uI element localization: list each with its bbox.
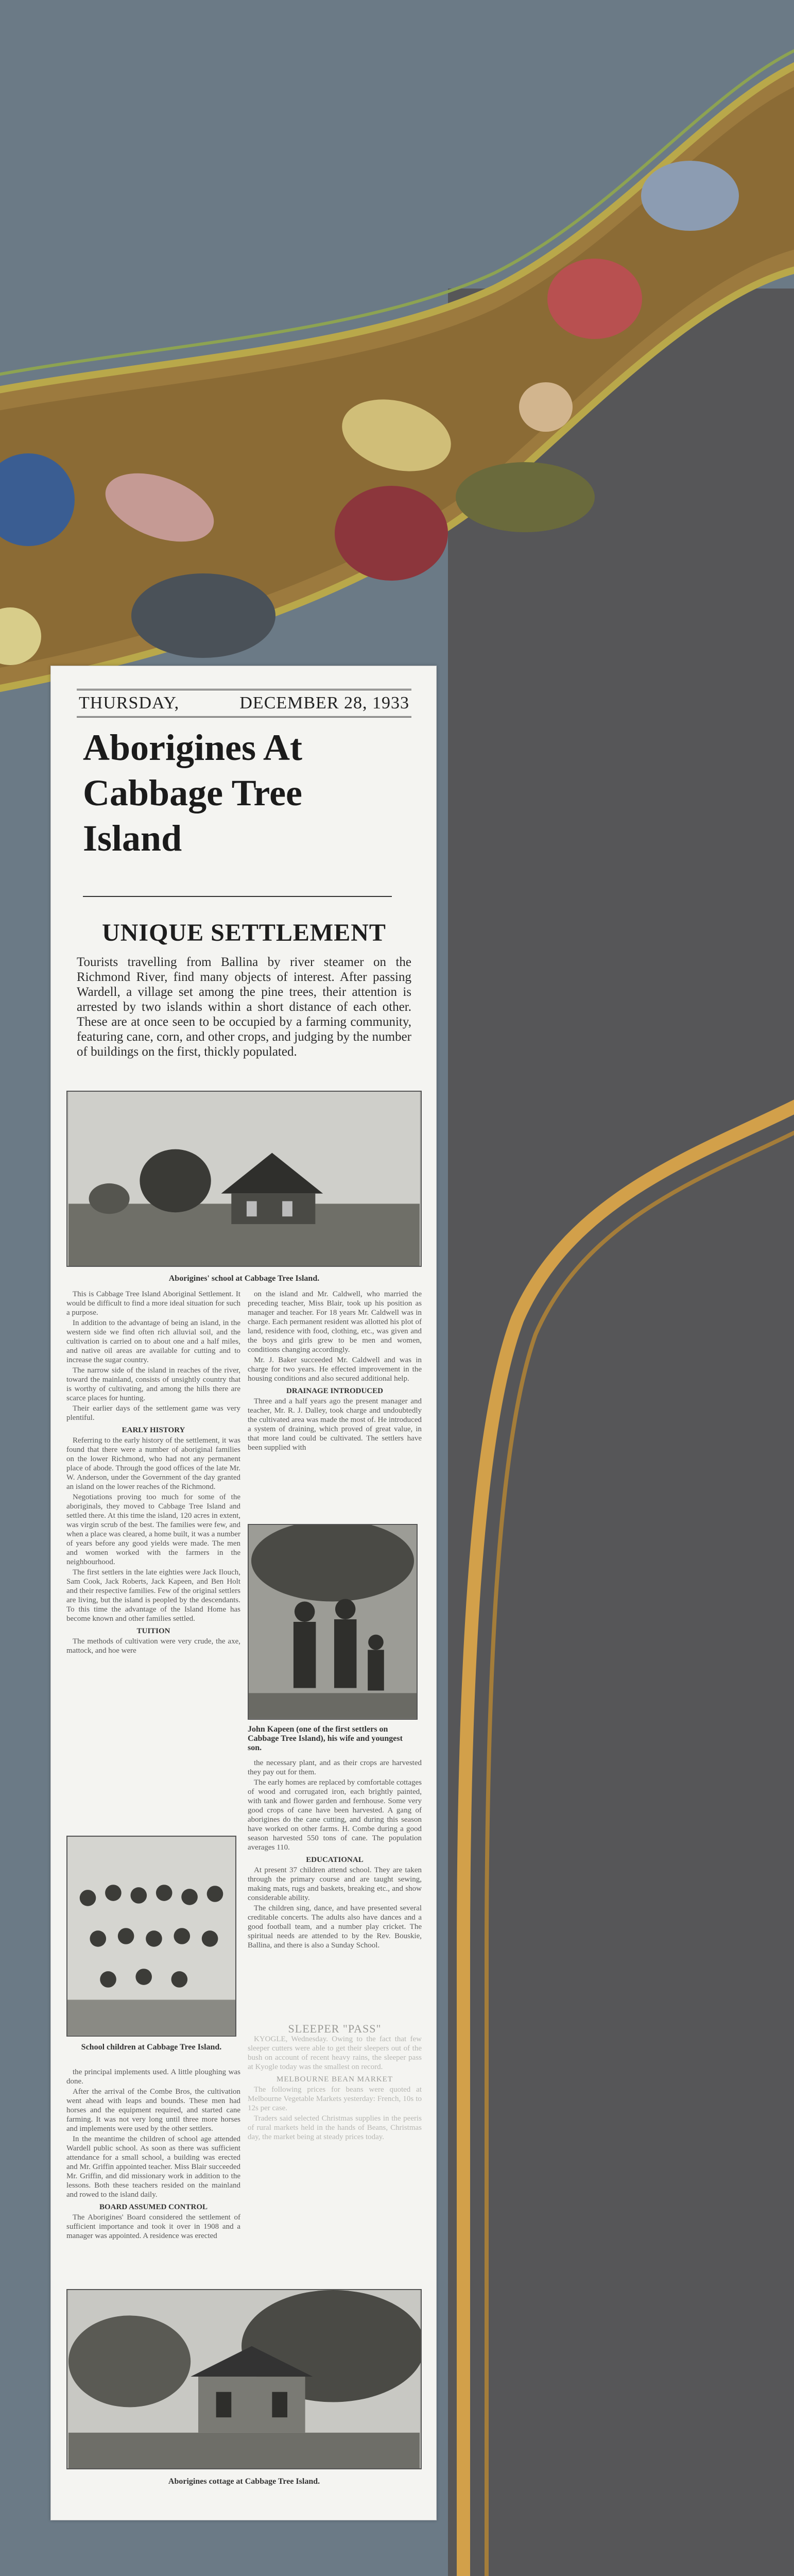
paragraph: Referring to the early history of the settlement, it was found that there were a number of aboriginal families on the lower Richmond, who had not any permanent place of abode. Through the good offices of the late Mr. W. Anderson, under the Government of the day granted an island on the lower reaches of the Richmond. bbox=[66, 1436, 240, 1491]
headline: Aborigines At Cabbage Tree Island bbox=[83, 727, 303, 859]
kapeen-family-photo bbox=[248, 1524, 418, 1720]
paragraph: Their earlier days of the settlement game was very plentiful. bbox=[66, 1404, 240, 1422]
section-heading: MELBOURNE BEAN MARKET bbox=[277, 2075, 393, 2083]
intro-paragraph: Tourists travelling from Ballina by river steamer on the Richmond River, find many objects of interest. After passing Wardell, a village set among the pine trees, their attention is arrested by two islands within a short distance of each other. These are at once seen to be occupied by a farming community, featuring cane, corn, and other crops, and judging by the number of buildings on the first, thickly populated. bbox=[77, 955, 411, 1059]
paragraph: After the arrival of the Combe Bros, the cultivation went ahead with leaps and bounds. These men had horses and the equipment required, and started cane farming. It was not very long until three more horses and implements were used by the other settlers. bbox=[66, 2088, 240, 2133]
right-column-continued bbox=[248, 1758, 422, 1951]
section-heading: EDUCATIONAL bbox=[306, 1856, 364, 1864]
date: DECEMBER 28, 1933 bbox=[239, 693, 409, 713]
caption-kapeen: John Kapeen (one of the first settlers on Cabbage Tree Island), his wife and youngest son. bbox=[248, 1725, 403, 1752]
paragraph: The methods of cultivation were very crude, the axe, mattock, and hoe were bbox=[66, 1637, 240, 1655]
paragraph: In the meantime the children of school age attended Wardell public school. As soon as there was sufficient attendance for a small school, a building was erected and Mr. Griffin appointed teacher. Miss Blair succeeded Mr. Griffin, and did missionary work in addition to the lessons. Both these teachers resided on the mainland and rowed to the island daily. bbox=[66, 2135, 240, 2199]
paragraph: the necessary plant, and as their crops are harvested they pay out for them. bbox=[248, 1759, 422, 1776]
paragraph: Mr. J. Baker succeeded Mr. Caldwell and was in charge for two years. He effected improvement in the housing conditions and also secured additional help. bbox=[248, 1356, 422, 1383]
paragraph: The narrow side of the island in reaches of the river, toward the mainland, consists of unsightly country that is worthy of cultivating, and among the hills there are scarce places for hunting. bbox=[66, 1366, 240, 1402]
paragraph: At present 37 children attend school. They are taken through the primary course and are taught sewing, making mats, rugs and baskets, breaking etc., and show considerable ability. bbox=[248, 1866, 422, 1902]
paragraph: In addition to the advantage of being an island, in the western side we find often rich alluvial soil, and the cultivation is carried on to about one and a half miles, and native oil areas are available for cutting and to increase the sugar country. bbox=[66, 1319, 240, 1364]
paragraph: the principal implements used. A little ploughing was done. bbox=[66, 2068, 240, 2086]
section-heading: DRAINAGE INTRODUCED bbox=[286, 1387, 383, 1395]
paragraph: Three and a half years ago the present manager and teacher, Mr. R. J. Dalley, took charge and undoubtedly the cultivated area was made the most of. He introduced a system of draining, which proved of great value, in that more land could be cultivated. The settlers have been supplied with bbox=[248, 1397, 422, 1452]
paragraph: The Aborigines' Board considered the settlement of sufficient importance and took it over in 1908 and a manager was appointed. A residence was erected bbox=[66, 2213, 240, 2240]
paragraph: The following prices for beans were quoted at Melbourne Vegetable Markets yesterday: French, 10s to 12s per case. bbox=[248, 2086, 422, 2112]
paragraph: The early homes are replaced by comfortable cottages of wood and corrugated iron, each brightly painted, with tank and flower garden and fernhouse. Some very good crops of cane have been harvested. A gang of aborigines do the cane cutting, and during this season have worked on other farms. H. Combe during a good season harvested 550 tons of cane. The population averages 110. bbox=[248, 1778, 422, 1852]
paragraph: This is Cabbage Tree Island Aboriginal Settlement. It would be difficult to find a more ideal situation for such a purpose. bbox=[66, 1290, 240, 1317]
paragraph: KYOGLE, Wednesday. Owing to the fact that few sleeper cutters were able to get their sleepers out of the bush on account of recent heavy rains, the sleeper pass at Kyogle today was the smallest on record. bbox=[248, 2035, 422, 2071]
newspaper-clipping bbox=[50, 666, 437, 2520]
school-children-photo bbox=[66, 1836, 236, 2037]
cottage-photo bbox=[66, 2289, 422, 2469]
right-column bbox=[248, 1290, 422, 1453]
dateline bbox=[77, 689, 411, 718]
left-column-continued bbox=[66, 2067, 240, 2242]
paragraph: on the island and Mr. Caldwell, who married the preceding teacher, Miss Blair, took up his position as manager and teacher. For 18 years Mr. Caldwell was in charge. Each permanent resident was allotted his plot of land, residence with food, clothing, etc., was given and the boys and girls grew to be men and women, conditions changing accordingly. bbox=[248, 1290, 422, 1354]
paragraph: The children sing, dance, and have presented several creditable concerts. The adults also have dances and a good football team, and a number play cricket. The spiritual needs are attended to by the Rev. Bouskie, Ballina, and there is also a Sunday School. bbox=[248, 1904, 422, 1950]
section-heading: EARLY HISTORY bbox=[122, 1426, 185, 1434]
subheadline: UNIQUE SETTLEMENT bbox=[102, 919, 386, 946]
paragraph: Traders said selected Christmas supplies in the peeris of rural markets held in the hands of Beans, Christmas day, the market being at steady prices today. bbox=[248, 2114, 422, 2141]
paragraph: The first settlers in the late eighties were Jack Ilouch, Sam Cook, Jack Roberts, Jack Kapeen, and Ben Holt and their respective families. Few of the original settlers are living, but the island is peopled by the descendants. To this time the advantage of the Island Home has become known and other families settled. bbox=[66, 1568, 240, 1623]
section-heading: SLEEPER "PASS" bbox=[288, 2022, 382, 2035]
caption-children: School children at Cabbage Tree Island. bbox=[81, 2043, 222, 2052]
caption-cottage: Aborigines cottage at Cabbage Tree Island. bbox=[168, 2477, 320, 2486]
section-heading: BOARD ASSUMED CONTROL bbox=[99, 2203, 208, 2211]
school-photo bbox=[66, 1091, 422, 1267]
left-column bbox=[66, 1290, 240, 1656]
paragraph: Negotiations proving too much for some of the aboriginals, they moved to Cabbage Tree Island and settled there. At this time the island, 120 acres in extent, was virgin scrub of the best. The families were few, and when a place was cleared, a home built, it was a number of years before any good yields were made. The men and women worked with the farmers in the neighbourhood. bbox=[66, 1493, 240, 1566]
right-column-faint bbox=[248, 2021, 422, 2143]
caption-school: Aborigines' school at Cabbage Tree Island. bbox=[168, 1274, 320, 1283]
day: THURSDAY, bbox=[79, 693, 180, 713]
section-heading: TUITION bbox=[136, 1627, 170, 1635]
divider bbox=[83, 896, 392, 897]
